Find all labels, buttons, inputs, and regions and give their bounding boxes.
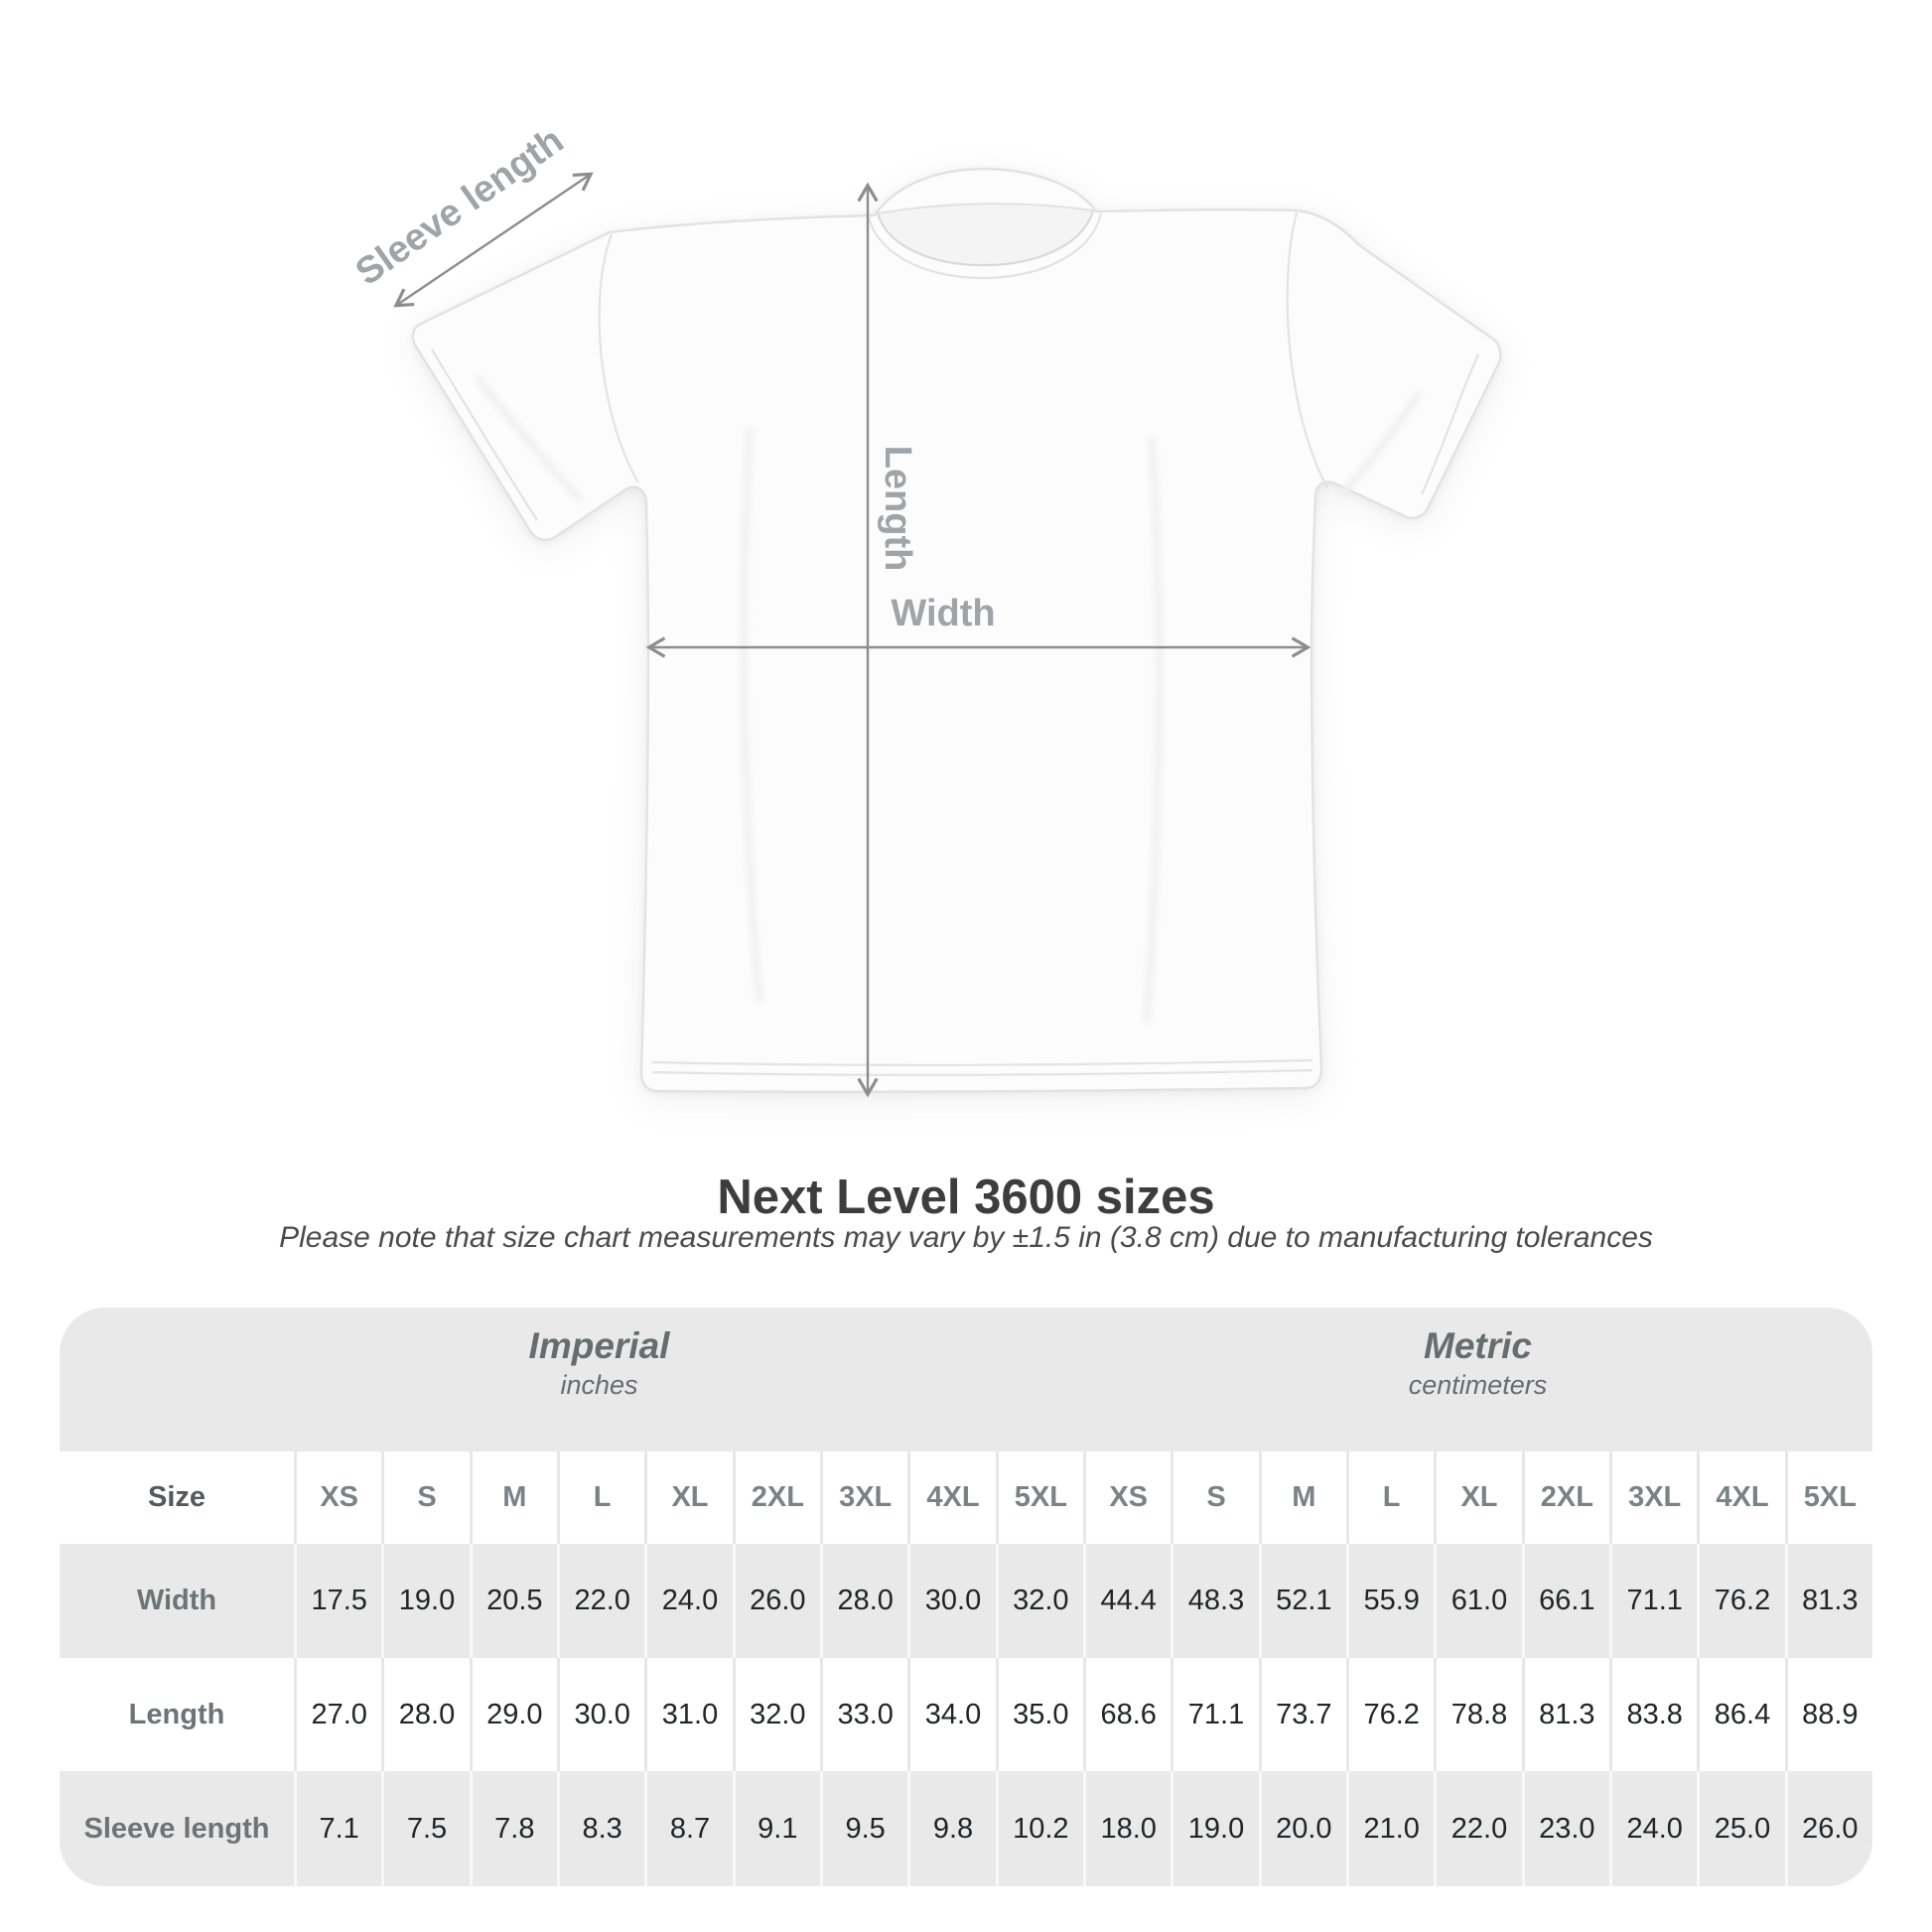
sleeve-value-cell: 22.0 — [1434, 1771, 1521, 1886]
width-value-cell: 81.3 — [1785, 1544, 1872, 1658]
length-value-cell: 34.0 — [907, 1658, 995, 1771]
length-value-cell: 81.3 — [1522, 1658, 1609, 1771]
width-value-cell: 44.4 — [1083, 1544, 1171, 1658]
size-header-cell: L — [557, 1451, 644, 1544]
row-label-width: Width — [60, 1544, 294, 1658]
width-value-cell: 24.0 — [644, 1544, 732, 1658]
width-value-cell: 17.5 — [294, 1544, 381, 1658]
width-value-cell: 28.0 — [820, 1544, 907, 1658]
imperial-group-header — [60, 1308, 1083, 1451]
size-header-cell: 4XL — [1697, 1451, 1784, 1544]
length-value-cell: 76.2 — [1346, 1658, 1434, 1771]
length-value-cell: 32.0 — [733, 1658, 820, 1771]
size-header-cell: M — [1259, 1451, 1346, 1544]
metric-group-unit: centimeters — [1408, 1369, 1548, 1400]
length-value-cell: 78.8 — [1434, 1658, 1521, 1771]
size-header-cell: L — [1346, 1451, 1434, 1544]
length-value-cell: 29.0 — [470, 1658, 557, 1771]
sleeve-value-cell: 7.5 — [381, 1771, 469, 1886]
sleeve-value-cell: 8.7 — [644, 1771, 732, 1886]
length-value-cell: 73.7 — [1259, 1658, 1346, 1771]
size-header-cell: XL — [644, 1451, 732, 1544]
size-header-cell: S — [381, 1451, 469, 1544]
size-header-cell: XS — [294, 1451, 381, 1544]
size-header-cell: 2XL — [733, 1451, 820, 1544]
length-value-cell: 71.1 — [1171, 1658, 1258, 1771]
sleeve-value-cell: 7.1 — [294, 1771, 381, 1886]
width-label: Width — [891, 593, 996, 634]
sleeve-value-cell: 9.5 — [820, 1771, 907, 1886]
size-header-cell: 5XL — [996, 1451, 1083, 1544]
width-value-cell: 61.0 — [1434, 1544, 1521, 1658]
size-header-cell: 2XL — [1522, 1451, 1609, 1544]
size-header-cell: XS — [1083, 1451, 1171, 1544]
sleeve-value-cell: 9.1 — [733, 1771, 820, 1886]
width-value-cell: 22.0 — [557, 1544, 644, 1658]
row-label-length: Length — [60, 1658, 294, 1771]
page-title: Next Level 3600 sizes — [717, 1171, 1215, 1224]
sleeve-length-label: Sleeve length — [347, 119, 572, 294]
imperial-group-unit: inches — [560, 1369, 638, 1400]
width-value-cell: 55.9 — [1346, 1544, 1434, 1658]
length-value-cell: 68.6 — [1083, 1658, 1171, 1771]
sleeve-value-cell: 8.3 — [557, 1771, 644, 1886]
size-header-cell: M — [470, 1451, 557, 1544]
length-value-cell: 27.0 — [294, 1658, 381, 1771]
length-value-cell: 88.9 — [1785, 1658, 1872, 1771]
sleeve-value-cell: 7.8 — [470, 1771, 557, 1886]
sleeve-value-cell: 21.0 — [1346, 1771, 1434, 1886]
row-label-sleeve-length: Sleeve length — [60, 1771, 294, 1886]
length-value-cell: 30.0 — [557, 1658, 644, 1771]
length-label: Length — [877, 445, 918, 572]
width-value-cell: 71.1 — [1609, 1544, 1697, 1658]
sleeve-value-cell: 24.0 — [1609, 1771, 1697, 1886]
length-value-cell: 35.0 — [996, 1658, 1083, 1771]
sleeve-value-cell: 25.0 — [1697, 1771, 1784, 1886]
length-value-cell: 33.0 — [820, 1658, 907, 1771]
metric-group-header — [1083, 1308, 1872, 1451]
width-value-cell: 30.0 — [907, 1544, 995, 1658]
imperial-group-name: Imperial — [528, 1324, 670, 1366]
width-value-cell: 66.1 — [1522, 1544, 1609, 1658]
sleeve-value-cell: 18.0 — [1083, 1771, 1171, 1886]
size-header-cell: 3XL — [820, 1451, 907, 1544]
size-table — [60, 1308, 1872, 1886]
metric-group-name: Metric — [1424, 1324, 1532, 1366]
sleeve-value-cell: 10.2 — [996, 1771, 1083, 1886]
size-column-header: Size — [60, 1451, 294, 1544]
sleeve-value-cell: 20.0 — [1259, 1771, 1346, 1886]
length-value-cell: 86.4 — [1697, 1658, 1784, 1771]
width-value-cell: 19.0 — [381, 1544, 469, 1658]
sleeve-value-cell: 23.0 — [1522, 1771, 1609, 1886]
size-header-cell: XL — [1434, 1451, 1521, 1544]
length-value-cell: 28.0 — [381, 1658, 469, 1771]
length-value-cell: 83.8 — [1609, 1658, 1697, 1771]
sleeve-value-cell: 9.8 — [907, 1771, 995, 1886]
size-header-cell: 4XL — [907, 1451, 995, 1544]
sleeve-value-cell: 19.0 — [1171, 1771, 1258, 1886]
sleeve-value-cell: 26.0 — [1785, 1771, 1872, 1886]
size-header-cell: 3XL — [1609, 1451, 1697, 1544]
width-value-cell: 48.3 — [1171, 1544, 1258, 1658]
width-value-cell: 52.1 — [1259, 1544, 1346, 1658]
width-value-cell: 32.0 — [996, 1544, 1083, 1658]
width-value-cell: 76.2 — [1697, 1544, 1784, 1658]
tolerance-note: Please note that size chart measurements may vary by ±1.5 in (3.8 cm) due to manufacturing tolerances — [279, 1221, 1653, 1254]
size-header-cell: 5XL — [1785, 1451, 1872, 1544]
width-value-cell: 20.5 — [470, 1544, 557, 1658]
width-value-cell: 26.0 — [733, 1544, 820, 1658]
size-header-cell: S — [1171, 1451, 1258, 1544]
length-value-cell: 31.0 — [644, 1658, 732, 1771]
